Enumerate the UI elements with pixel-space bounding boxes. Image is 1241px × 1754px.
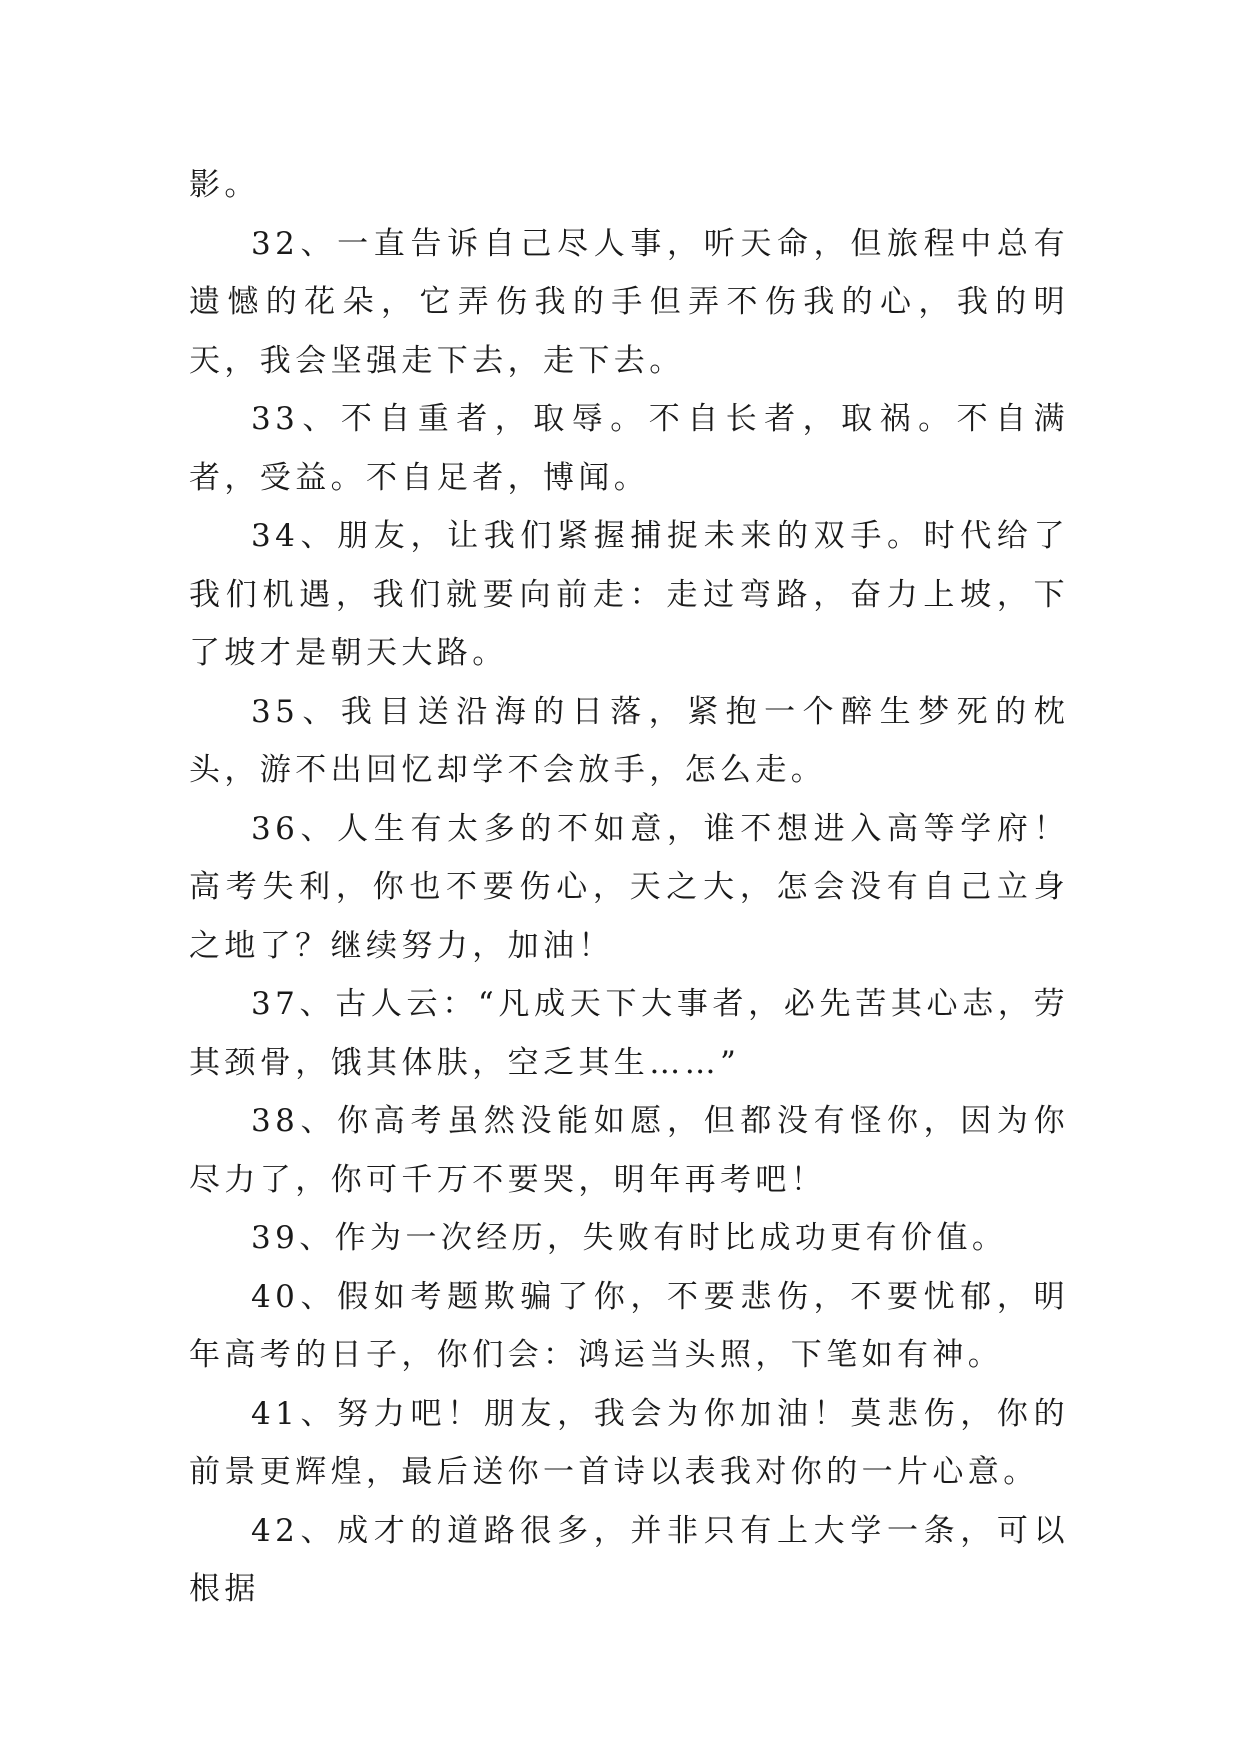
paragraph-40: 40、假如考题欺骗了你，不要悲伤，不要忧郁，明年高考的日子，你们会：鸿运当头照，下笔如有神。 xyxy=(189,1278,1069,1373)
paragraph-36: 36、人生有太多的不如意，谁不想进入高等学府！高考失利，你也不要伤心，天之大，怎会没有自己立身之地了？继续努力，加油！ xyxy=(189,810,1069,964)
paragraph-33: 33、不自重者，取辱。不自长者，取祸。不自满者，受益。不自足者，博闻。 xyxy=(189,401,1069,496)
paragraph-42: 42、成才的道路很多，并非只有上大学一条，可以根据 xyxy=(189,1512,1069,1607)
paragraph-35: 35、我目送沿海的日落，紧抱一个醉生梦死的枕头，游不出回忆却学不会放手，怎么走。 xyxy=(189,693,1069,788)
paragraph-continued: 影。 xyxy=(189,167,260,203)
paragraph-37: 37、古人云：“凡成天下大事者，必先苦其心志，劳其颈骨，饿其体肤，空乏其生……” xyxy=(189,986,1069,1081)
document-body xyxy=(189,156,1069,1619)
paragraph-39: 39、作为一次经历，失败有时比成功更有价值。 xyxy=(251,1220,1008,1256)
paragraph-34: 34、朋友，让我们紧握捕捉未来的双手。时代给了我们机遇，我们就要向前走：走过弯路，奋力上坡，下了坡才是朝天大路。 xyxy=(189,518,1069,671)
paragraph-38: 38、你高考虽然没能如愿，但都没有怪你，因为你尽力了，你可千万不要哭，明年再考吧！ xyxy=(189,1103,1069,1198)
paragraph-32: 32、一直告诉自己尽人事，听天命，但旅程中总有遗憾的花朵，它弄伤我的手但弄不伤我的心，我的明天，我会坚强走下去，走下去。 xyxy=(189,225,1069,379)
paragraph-41: 41、努力吧！朋友，我会为你加油！莫悲伤，你的前景更辉煌，最后送你一首诗以表我对你的一片心意。 xyxy=(189,1395,1069,1490)
